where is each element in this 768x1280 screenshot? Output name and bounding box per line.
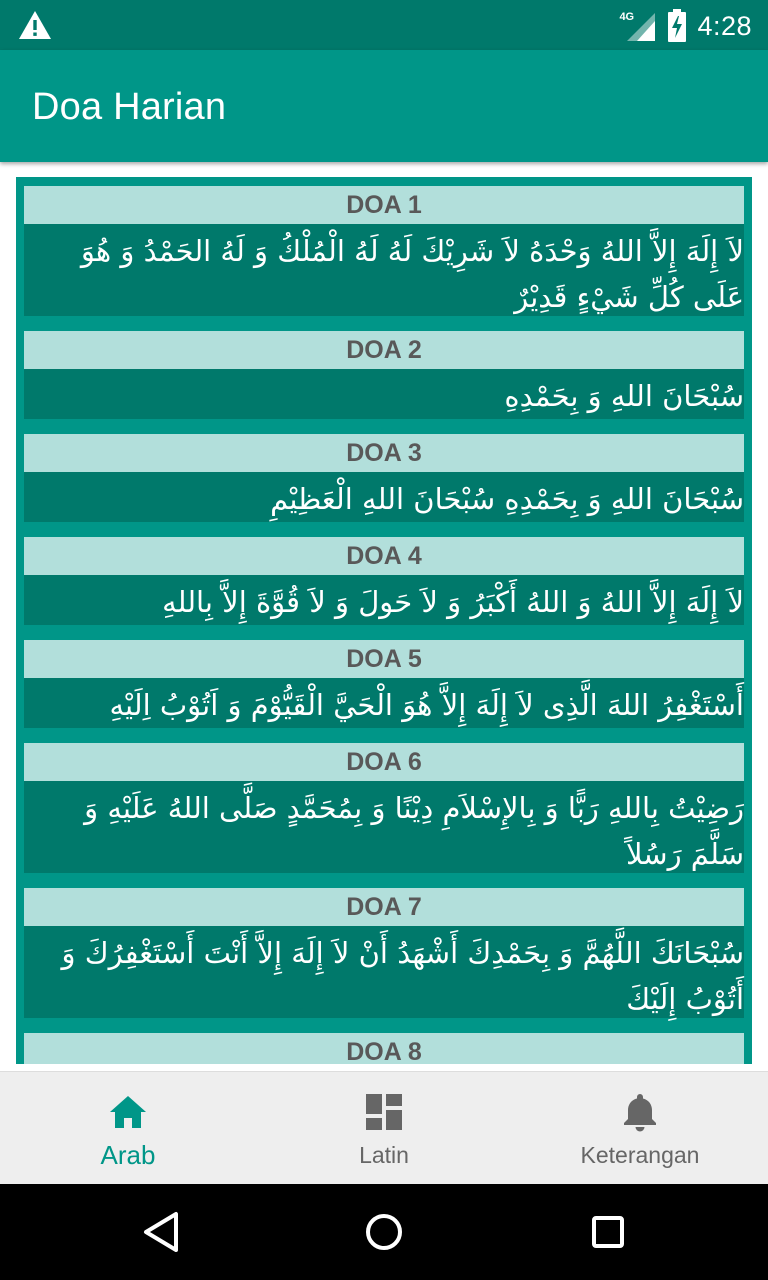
battery-charging-icon	[667, 9, 687, 43]
doa-title: DOA 4	[24, 537, 744, 575]
nav-item-latin[interactable]	[256, 1072, 512, 1184]
doa-title: DOA 2	[24, 331, 744, 369]
nav-label: Latin	[359, 1142, 409, 1168]
home-icon	[108, 1092, 148, 1132]
signal-icon	[619, 9, 657, 43]
app-bar	[0, 50, 768, 162]
warning-icon	[18, 10, 52, 40]
back-icon[interactable]	[140, 1208, 184, 1256]
doa-card-6[interactable]	[24, 743, 744, 873]
nav-label: Keterangan	[580, 1142, 700, 1168]
doa-arabic-text: سُبْحَانَ اللهِ وَ بِحَمْدِهِ سُبْحَانَ اللهِ الْعَظِيْمِ	[24, 472, 744, 522]
clock: 4:28	[697, 10, 752, 41]
doa-title: DOA 8	[24, 1033, 744, 1064]
dashboard-icon	[364, 1092, 404, 1132]
doa-card-2[interactable]	[24, 331, 744, 419]
nav-label: Arab	[100, 1140, 156, 1170]
status-bar	[0, 0, 768, 50]
doa-card-1[interactable]	[24, 186, 744, 316]
doa-card-5[interactable]	[24, 640, 744, 728]
doa-card-3[interactable]	[24, 434, 744, 522]
doa-title: DOA 6	[24, 743, 744, 781]
doa-arabic-text: لاَ إِلَهَ إِلاَّ اللهُ وَ اللهُ أَكْبَرُ وَ لاَ حَولَ وَ لاَ قُوَّةَ إِلاَّ بِاللهِ	[24, 575, 744, 625]
network-type: 4G	[619, 11, 635, 23]
app-title: Doa Harian	[32, 86, 227, 128]
doa-arabic-text: لاَ إِلَهَ إِلاَّ اللهُ وَحْدَهُ لاَ شَرِيْكَ لَهُ لَهُ الْمُلْكُ وَ لَهُ الحَمْدُ وَ هُوَ عَلَى كُلِّ شَيْءٍ قَدِيْرٌ	[24, 224, 744, 316]
nav-item-arab[interactable]	[0, 1072, 256, 1184]
bottom-navigation	[0, 1071, 768, 1184]
doa-arabic-text: سُبْحَانَ اللهِ وَ بِحَمْدِهِ	[24, 369, 744, 419]
doa-title: DOA 1	[24, 186, 744, 224]
doa-card-8[interactable]	[24, 1033, 744, 1064]
doa-title: DOA 7	[24, 888, 744, 926]
home-circle-icon[interactable]	[362, 1208, 406, 1256]
doa-arabic-text: أَسْتَغْفِرُ اللهَ الَّذِى لاَ إِلَهَ إِلاَّ هُوَ الْحَيَّ الْقَيُّوْمَ وَ اَتُوْبُ اِلَيْهِ	[24, 678, 744, 728]
doa-arabic-text: رَضِيْتُ بِاللهِ رَبًّا وَ بِالإِسْلاَمِ دِيْنًا وَ بِمُحَمَّدٍ صَلَّى اللهُ عَلَيْهِ وَ سَلَّمَ رَسُلاً	[24, 781, 744, 873]
doa-card-7[interactable]	[24, 888, 744, 1018]
doa-arabic-text: سُبْحَانَكَ اللَّهُمَّ وَ بِحَمْدِكَ أَشْهَدُ أَنْ لاَ إِلَهَ إِلاَّ أَنْتَ أَسْتَغْفِرُكَ وَ أَتُوْبُ إِلَيْكَ	[24, 926, 744, 1018]
bell-icon	[620, 1092, 660, 1132]
doa-title: DOA 5	[24, 640, 744, 678]
doa-list[interactable]	[16, 177, 752, 1064]
recents-icon[interactable]	[586, 1208, 630, 1256]
doa-card-4[interactable]	[24, 537, 744, 625]
nav-item-keterangan[interactable]	[512, 1072, 768, 1184]
doa-title: DOA 3	[24, 434, 744, 472]
system-navigation-bar	[0, 1184, 768, 1280]
